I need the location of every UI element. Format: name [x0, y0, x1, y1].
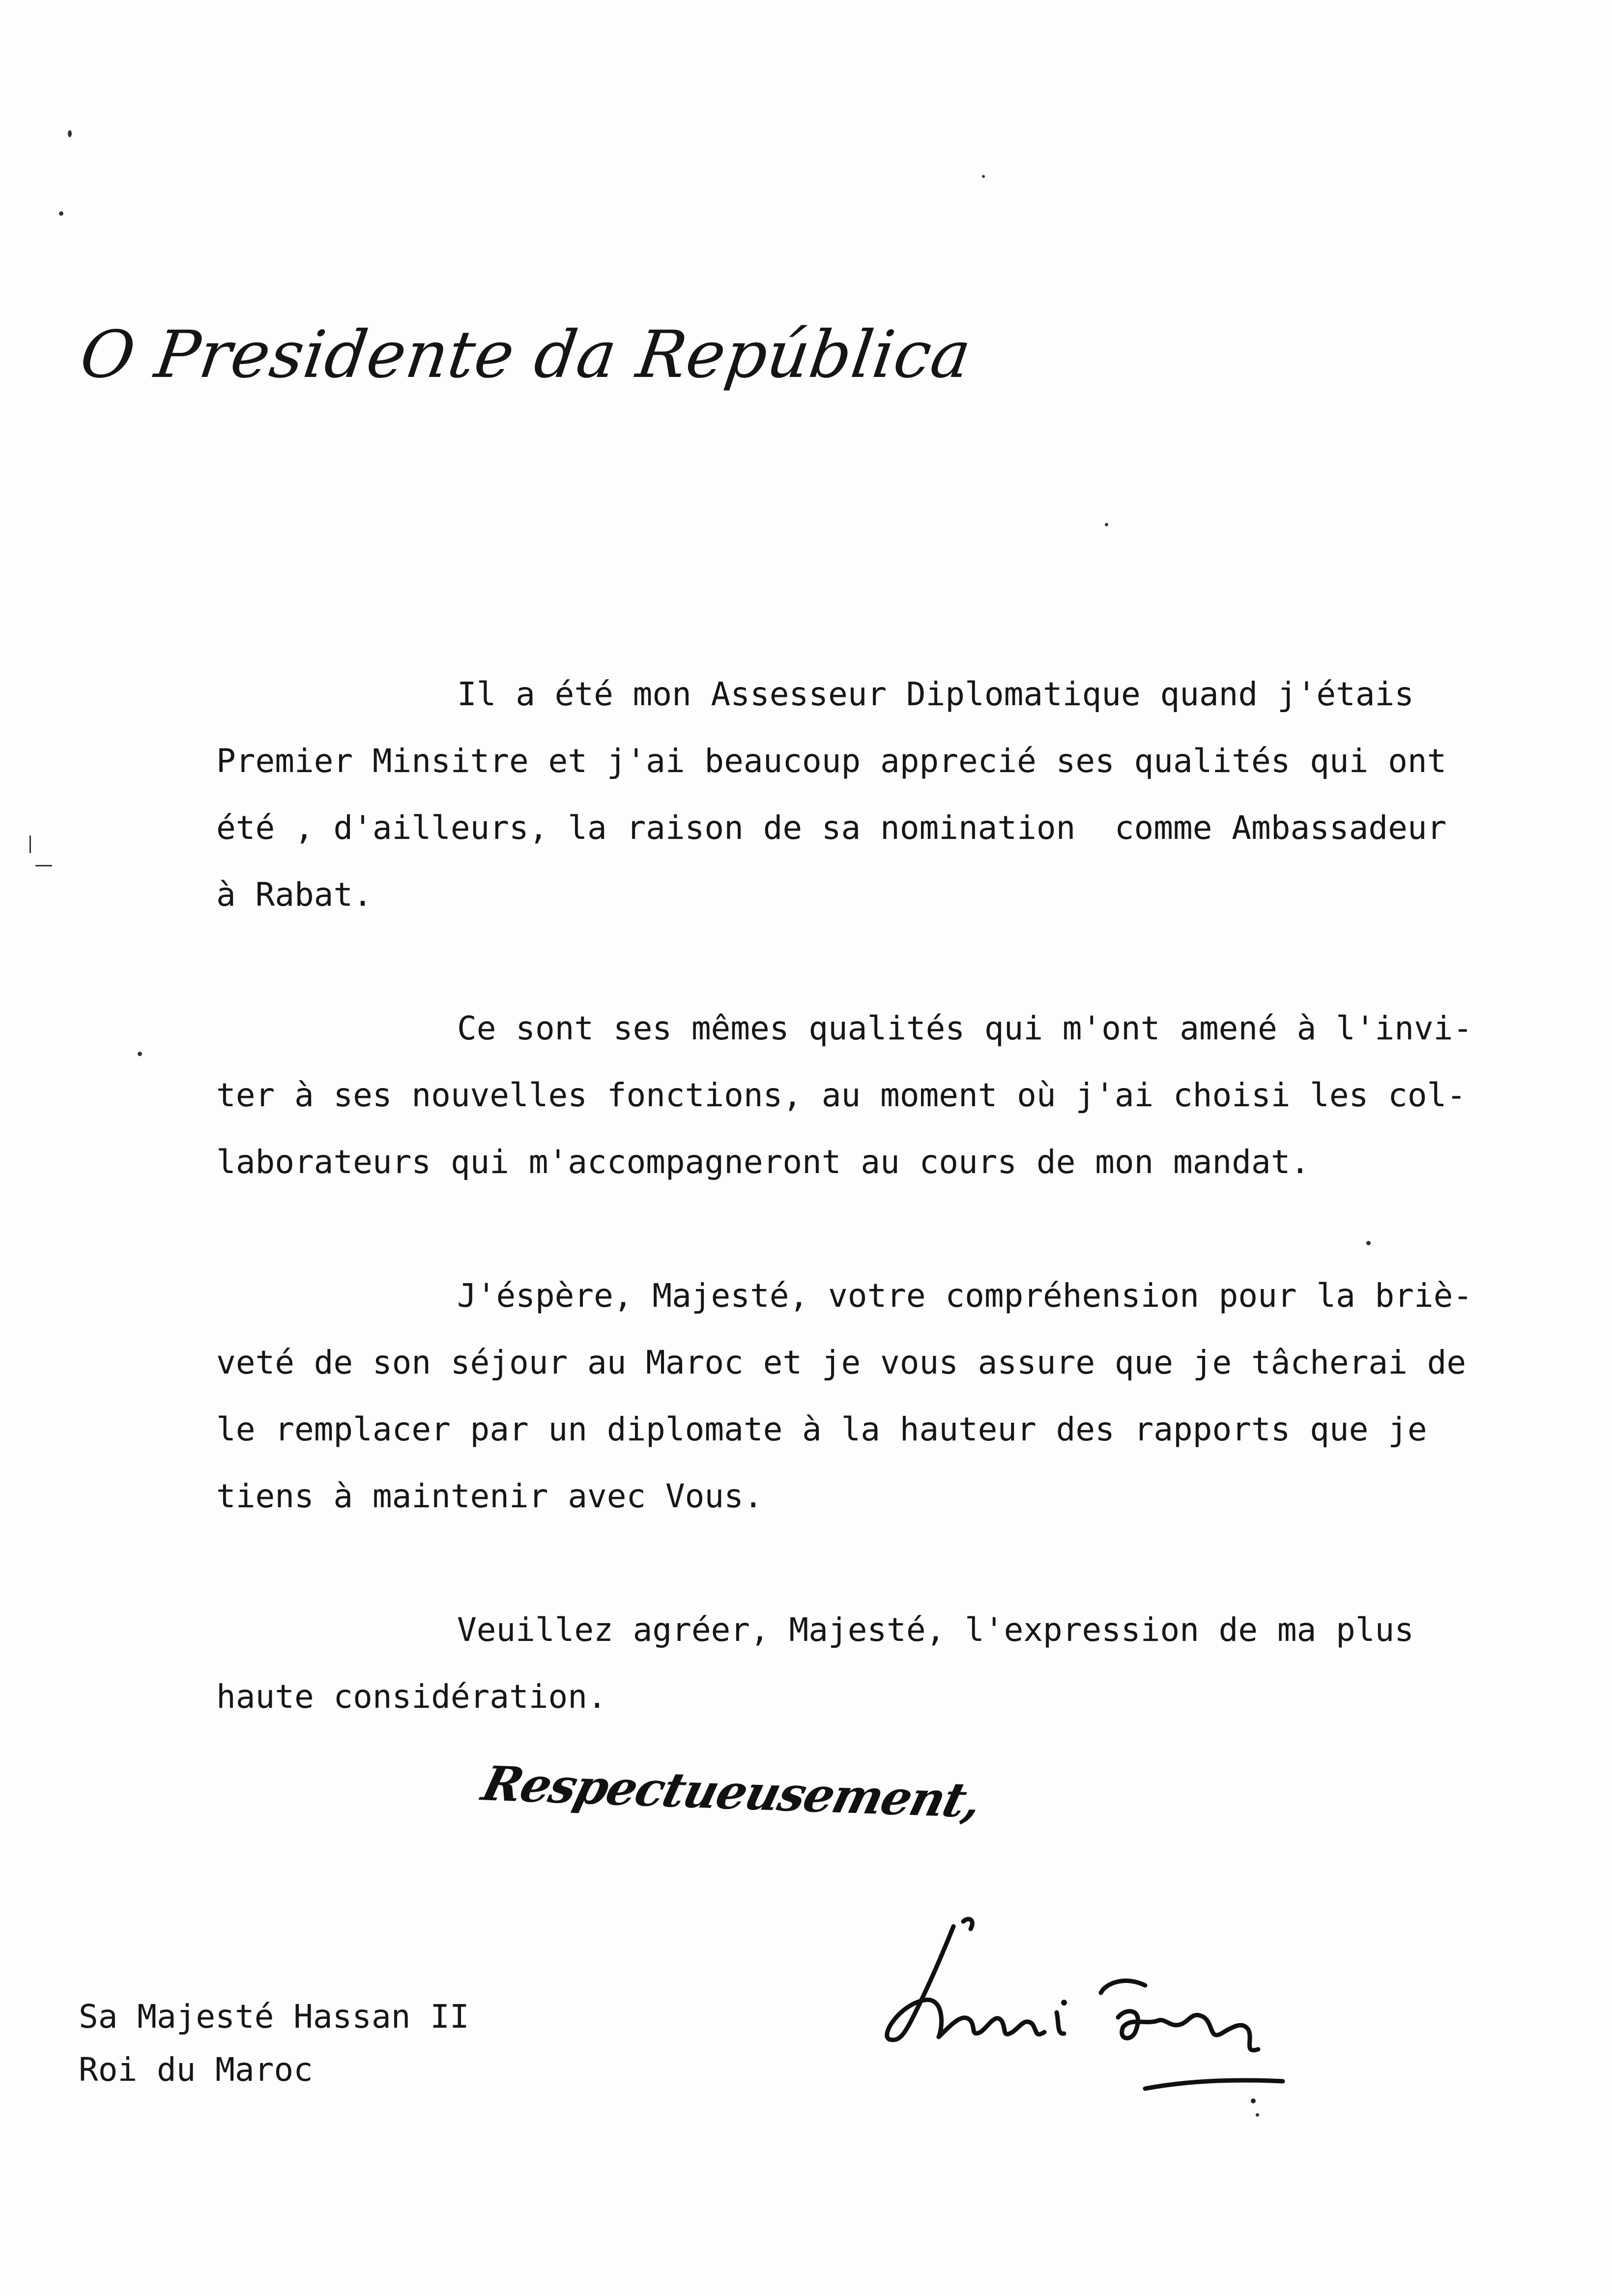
paragraph-line: tiens à maintenir avec Vous. [216, 1477, 763, 1515]
handwritten-closing: Respectueusement, [477, 1755, 987, 1829]
scan-speck [1256, 2113, 1259, 2117]
paragraph-line: haute considération. [216, 1678, 607, 1716]
letterhead-title: O Presidente da República [76, 317, 976, 393]
paragraph-line: ter à ses nouvelles fonctions, au moment où j'ai choisi les col- [216, 1076, 1467, 1114]
paragraph-line: été , d'ailleurs, la raison de sa nomination comme Ambassadeur [216, 809, 1447, 847]
paragraph-4 [216, 1597, 1504, 1730]
scan-speck [1366, 1241, 1371, 1245]
paragraph-line: Veuillez agréer, Majesté, l'expression de ma plus [457, 1611, 1414, 1649]
scan-speck [1105, 523, 1108, 526]
paragraph-line: le remplacer par un diplomate à la hauteur des rapports que je [216, 1410, 1427, 1448]
paragraph-line: Il a été mon Assesseur Diplomatique quand j'étais [457, 675, 1414, 713]
addressee-title: Roi du Maroc [79, 2051, 313, 2089]
paragraph-line: veté de son séjour au Maroc et je vous assure que je tâcherai de [216, 1344, 1467, 1381]
paragraph-line: Ce sont ses mêmes qualités qui m'ont amené à l'invi- [457, 1009, 1473, 1047]
letter-body [216, 661, 1504, 1797]
scan-speck [982, 175, 985, 178]
scan-speck [138, 1052, 142, 1056]
addressee-name: Sa Majesté Hassan II [79, 1998, 469, 2036]
paragraph-line: laborateurs qui m'accompagneront au cours de mon mandat. [216, 1143, 1310, 1181]
paragraph-line: à Rabat. [216, 876, 373, 914]
paragraph-line: J'éspère, Majesté, votre compréhension pour la briè- [457, 1277, 1473, 1315]
scan-speck [68, 130, 72, 137]
scan-speck [29, 835, 31, 853]
paragraph-1 [216, 661, 1504, 928]
signature [870, 1907, 1312, 2113]
scan-speck [59, 211, 63, 216]
paragraph-2 [216, 995, 1504, 1196]
addressee-block [79, 1990, 469, 2096]
scan-speck [35, 865, 52, 866]
paragraph-3 [216, 1263, 1504, 1530]
paragraph-line: Premier Minsitre et j'ai beaucoup apprecié ses qualités qui ont [216, 742, 1447, 780]
